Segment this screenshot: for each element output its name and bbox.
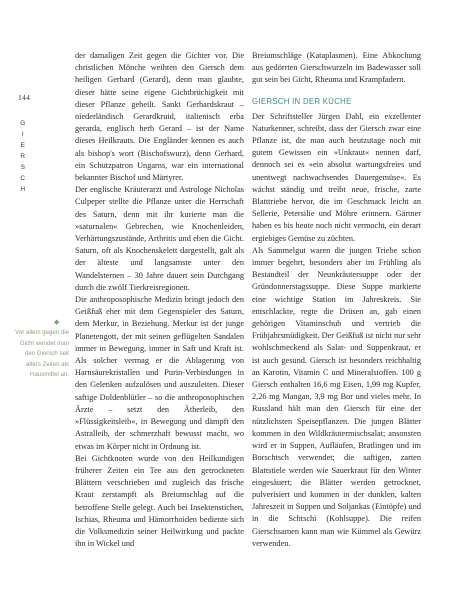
- margin-note: [13, 318, 69, 381]
- running-title-letter: I: [21, 131, 25, 138]
- body-paragraph: Breiumschläge (Kataplasmen). Eine Abkochung aus gedörrten Gierschwurzeln im Badewasser soll gut sein bei Gicht, Rheuma und Krampfadern.: [252, 51, 421, 85]
- running-title-letter: C: [20, 175, 26, 182]
- body-paragraph: Die anthroposophische Medizin bringt jedoch den Geißfuß eher mit dem Gegenspieler des Saturn, dem Merkur, in Beziehung. Merkur ist der junge Planetengott, der mit seinen geflügelten Sandalen immer in Bewegung, immer in Saft und Kraft ist. Als solcher vermag er die Ablagerung von Harnsäurekristallen und Purin-Verbindungen in den Gelenken aufzulösen und auszuleiten. Dieser saftige Doldenblütler – so die anthroposophischen Ärzte – setzt den Ätherleib, den »Flüssigkeitsleib«, in Bewegung und dämpft den Astralleib, der schmerzhaft bewusst macht, wo etwas im Körper nicht in Ordnung ist.: [75, 295, 244, 451]
- margin-note-text: Vor allem gegen die Gicht wendet man den Giersch seit alters Zeiten als Hausmittel an.: [15, 329, 69, 379]
- left-column: [75, 50, 244, 550]
- section-heading: GIERSCH IN DER KÜCHE: [252, 96, 352, 106]
- diamond-bullet-icon: ◆: [54, 318, 60, 326]
- running-title-letter: E: [20, 142, 26, 149]
- running-title-letter: H: [20, 186, 26, 193]
- body-paragraph: Als Sammelgut waren die jungen Triebe schon immer begehrt, besonders aber im Frühling als Bestandteil der Neunkräutersuppe oder der Gründonnerstagssuppe. Diese Suppe markierte eine wichtige Station im Jahreskreis. Sie entschlackte, regte die Drüsen an, gab einen gehörigen Vitaminschub und vertrieb die Frühjahrsmüdigkeit. Der Geißfuß ist nicht nur sehr wohlschmeckend als Salat- und Suppenkraut, er ist auch gesund. Giersch ist besonders reichhaltig an Karotin, Vitamin C und Mineralstoffen. 100 g Giersch enthalten 16,6 mg Eisen, 1,99 mg Kupfer, 2,26 mg Mangan, 3,9 mg Bor und vieles mehr. In Russland hält man den Giersch für eine der nützlichsten Speisepflanzen. Die jungen Blätter kommen in den Wildkräutermischsalat; ansonsten wird er in Suppen, Aufläufen, Bratlingen und im Borschtsch verwendet; die saftigen, zarten Blattstiele werden wie Sauerkraut für den Winter eingesäuert; die Blätter werden getrocknet, pulverisiert und kommen in der dunklen, kalten Jahreszeit in Suppen und Soljankas (Eintöpfe) und in die Schtschi (Kohlsuppe). Die reifen Gierschsamen kann man wie Kümmel als Gewürz verwenden.: [252, 245, 421, 548]
- body-paragraph: der damaligen Zeit gegen die Gichter vor. Die christlichen Mönche weihten den Giersch dem heiligen Gerhard (Gerard), denn man glaubte, dieser hätte seine eigene Gichtbrüchigkeit mit dieser Pflanze geheilt. Sankt Gerhardskraut – niederländisch Gerardkruid, italienisch erba gerarda, englisch herb Gerard – ist der Name dieses Heilkrauts. Die Engländer kennen es auch als bishop's wort (Bischofswurz), denn Gerhard, ein Schutzpatron Ungarns, war ein international bekannter Bischof und Märtyrer.: [75, 51, 244, 183]
- running-title-letter: R: [20, 153, 26, 160]
- body-paragraph: Der englische Kräuterarzt und Astrologe Nicholas Culpeper stellte die Pflanze unter die Herrschaft des Saturn, denn mit ihr kurierte man die »saturnalen« Gebrechen, wie Knochenleiden, Verhärtungszustände, Arthritis und eben die Gicht. Saturn, oft als Knochenskelett dargestellt, galt als der älteste und langsamste unter den Wandelsternen – 30 Jahre dauert sein Durchgang durch die zwölf Tierkreisregionen.: [75, 185, 244, 292]
- running-title-letter: S: [20, 164, 26, 171]
- running-title: [19, 118, 27, 195]
- running-title-letter: G: [20, 120, 26, 127]
- body-paragraph: Der Schriftsteller Jürgen Dahl, ein exzellenter Naturkenner, schreibt, dass der Giersch zwar eine Pflanze ist, die man auch heutzutage noch mit gutem Gewissen ein »Unkraut« nennen darf, dennoch sei es »ein absolut wartungsfreies und unentwegt nachwachsendes Dauergemüse«. Es wächst ständig und treibt neue, frische, zarte Blatttriebe hervor, die im Geschmack leicht an Sellerie, Petersilie und Möhre erinnern. Gärtner haben es bis heute noch nicht vermocht, ein derart ergiebiges Gemüse zu züchten.: [252, 111, 421, 243]
- right-column: [252, 50, 421, 550]
- body-paragraph: Bei Gichtknoten wurde von den Heilkundigen früherer Zeiten ein Tee aus den getrockneten Blättern verschrieben und zugleich das frische Kraut zerstampft als Breiumschlag auf die betroffene Stelle gelegt. Auch bei Insektenstichen, Ischias, Rheuma und Hämorrhoiden bediente sich die Volksmedizin seiner Heilwirkung und packte ihn in Wickel und: [75, 453, 244, 549]
- page-number: 144: [18, 93, 31, 102]
